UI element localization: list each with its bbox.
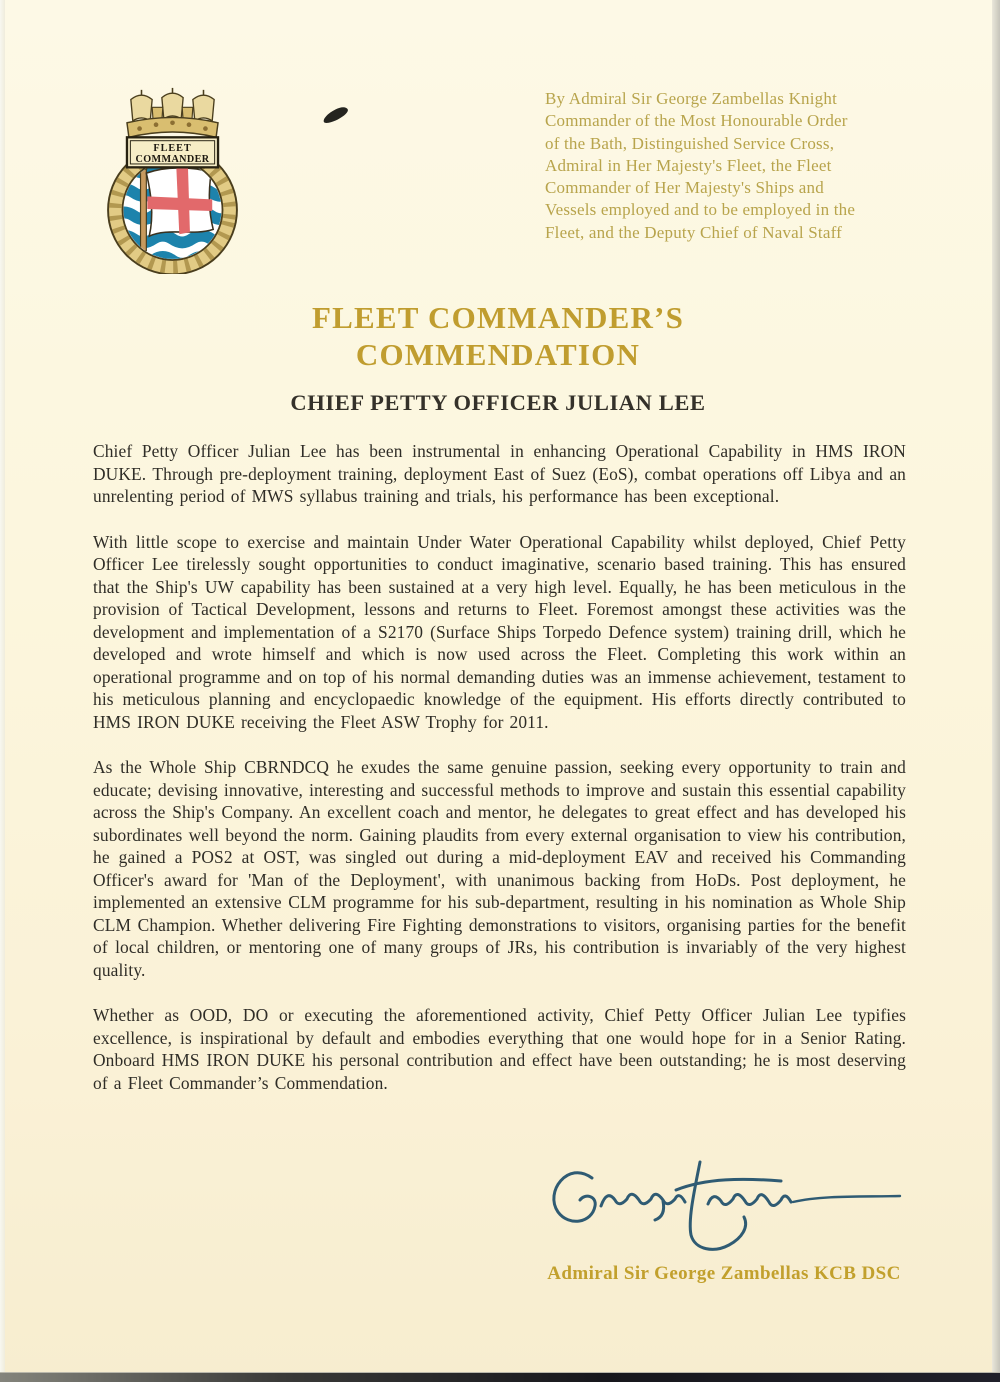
page-edge-left [0,0,5,1382]
commendation-body [93,440,906,1117]
signatory-name: Admiral Sir George Zambellas KCB DSC [547,1263,901,1284]
issuer-line: Commander of Her Majesty's Ships and [545,178,824,198]
title-line1: FLEET COMMANDER’S [311,300,685,335]
page-edge-bottom [0,1372,1000,1382]
recipient-name: CHIEF PETTY OFFICER JULIAN LEE [290,390,706,415]
body-paragraph: As the Whole Ship CBRNDCQ he exudes the same genuine passion, seeking every opportunity to train and educate; devising innovative, interesting and successful methods to improve and sustain this essential capability across the Ship's Company. An excellent coach and mentor, he delegates to great effect and has developed his subordinates well beyond the norm. Gaining plaudits from every external organisation to view his contribution, he gained a POS2 at OST, was singled out during a mid-deployment EAV and received his Commanding Officer's award for 'Man of the Deployment', with unanimous backing from HoDs. Post deployment, he implemented an extensive CLM programme for his sub-department, resulting in his nomination as Whole Ship CLM Champion. Whether delivering Fire Fighting demonstrations to visitors, organising parties for the benefit of local children, or mentoring one of many groups of JRs, his contribution is invariably of the very highest quality. [93,757,906,980]
fleet-commander-crest-icon [95,82,250,274]
issuer-text [545,88,907,244]
title-line2: COMMENDATION [355,337,641,372]
body-paragraph: With little scope to exercise and maintain Under Water Operational Capability whilst deployed, Chief Petty Officer Lee tirelessly sought opportunities to conduct imaginative, scenario based training. This has ensured that the Ship's UW capability has been sustained at a very high level. Equally, he has been meticulous in the provision of Tactical Development, lessons and returns to Fleet. Foremost amongst these activities was the development and implementation of a S2170 (Surface Ships Torpedo Defence system) training drill, which he developed and wrote himself and which is now used across the Fleet. Completing this work within an operational programme and on top of his normal demanding duties was an immense achievement, testament to his meticulous planning and encyclopaedic knowledge of the equipment. His efforts directly contributed to HMS IRON DUKE receiving the Fleet ASW Trophy for 2011. [93,531,906,732]
crest-crown-icon [127,88,218,137]
issuer-line: Fleet, and the Deputy Chief of Naval Staff [545,222,843,242]
crest-banner [127,137,218,167]
issuer-line: By Admiral Sir George Zambellas Knight [545,89,837,108]
crest-banner-line1: FLEET [153,142,192,154]
ink-speck [321,104,350,125]
signature-ink [538,1150,910,1254]
body-paragraph: Whether as OOD, DO or executing the aforementioned activity, Chief Petty Officer Julian Lee typifies excellence, is inspirational by default and embodies everything that one would hope for in a Senior Rating. Onboard HMS IRON DUKE his personal contribution and effect have been outstanding; he is most deserving of a Fleet Commander’s Commendation. [93,1005,906,1093]
page-edge-right [992,0,1000,1382]
issuer-line: of the Bath, Distinguished Service Cross, [545,133,835,153]
body-paragraph: Chief Petty Officer Julian Lee has been instrumental in enhancing Operational Capability in HMS IRON DUKE. Through pre-deployment training, deployment East of Suez (EoS), combat operations off Libya and an unrelenting period of MWS syllabus training and trials, his performance has been exceptional. [93,441,906,506]
issuer-line: Admiral in Her Majesty's Fleet, the Fleet [545,155,832,175]
issuer-line: Commander of the Most Honourable Order [545,111,848,131]
certificate-title [0,299,996,373]
signature-block [538,1150,910,1285]
issuer-line: Vessels employed and to be employed in the [545,200,856,220]
crest-banner-line2: COMMANDER [135,154,210,166]
